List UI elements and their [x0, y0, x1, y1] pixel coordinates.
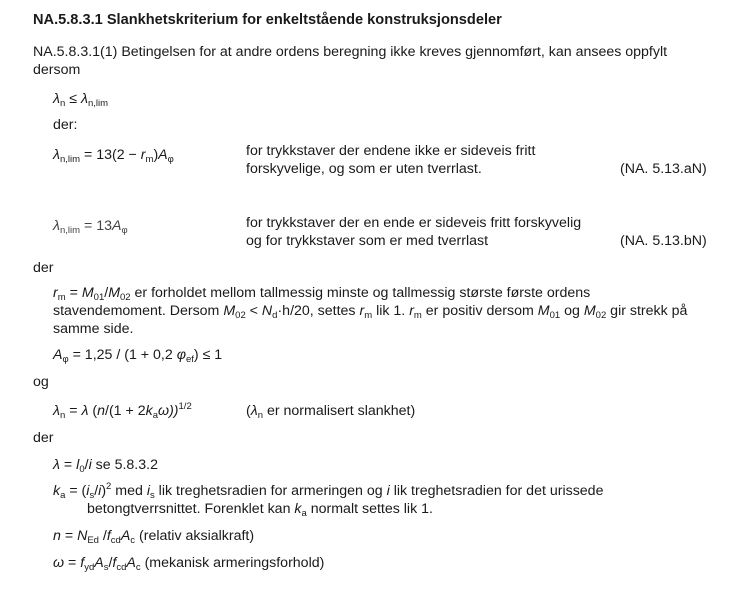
equation-b-formula: $\lambda_{n,lim} = 13A_\varphi$ [53, 218, 128, 236]
equation-a-formula: $\lambda_{n,lim} = 13(2 - r_m)A_\varphi$ [53, 147, 174, 165]
ka-line-2: betongtverrsnittet. Forenklet kan $k_a$ normalt settes lik 1. [87, 501, 433, 519]
rm-line-1: $r_m = M_{01}/M_{02}$ er forholdet mellom tallmessig minste og tallmessig største første ordens [53, 285, 591, 303]
equation-a-desc-2: forskyvelige, og som er uten tverrlast. [246, 161, 482, 177]
lambda-n-note: ($\lambda_n$ er normalisert slankhet) [246, 403, 416, 421]
paragraph-line-2: dersom [33, 62, 81, 78]
equation-b-desc-2: og for trykkstaver som er med tverrlast [246, 233, 489, 249]
section-heading: NA.5.8.3.1 Slankhetskriterium for enkeltstående konstruksjonsdeler [33, 12, 502, 28]
der-label-1: der: [53, 117, 78, 133]
equation-a-number: (NA. 5.13.aN) [620, 161, 707, 177]
equation-a-desc-1: for trykkstaver der endene ikke er sideveis fritt [246, 143, 536, 159]
der-label-2: der [33, 260, 54, 276]
n-formula: $n = N_{Ed}$ $/f_{cd}A_c$ (relativ aksialkraft) [53, 528, 255, 546]
equation-b-number: (NA. 5.13.bN) [620, 233, 707, 249]
rm-line-3: samme side. [53, 321, 134, 337]
lambda-n-formula: $\lambda_n = \lambda$ $(n/(1 + 2k_a\omega))^{1/2}$ [53, 401, 192, 421]
paragraph-line-1: NA.5.8.3.1(1) Betingelsen for at andre ordens beregning ikke kreves gjennomført, kan ansees oppfylt [33, 44, 668, 60]
der-label-3: der [33, 430, 54, 446]
ka-line-1: $k_a = (i_s/i)^2$ med $i_s$ lik treghetsradien for armeringen og i lik treghetsradien for det urissede [53, 481, 604, 501]
og-label: og [33, 374, 49, 390]
rm-line-2: stavendemoment. Dersom $M_{02} < N_d\cdot h/20$, settes $r_m$ lik 1. $r_m$ er positiv dersom $M_{01}$ og $M_{02}$ gir strekk på [53, 303, 688, 321]
condition-formula: $\lambda_n \le \lambda_{n,lim}$ [53, 91, 108, 109]
lambda-formula: $\lambda = l_0/i$ se 5.8.3.2 [53, 457, 158, 475]
omega-formula: $\omega = f_{yd}A_s/f_{cd}A_c$ (mekanisk armeringsforhold) [53, 555, 325, 573]
aphi-formula: $A_\varphi = 1,25 / (1 + 0,2$ $\varphi_{ef}) \le 1$ [53, 347, 223, 365]
equation-b-desc-1: for trykkstaver der en ende er sideveis fritt forskyvelig [246, 215, 582, 231]
